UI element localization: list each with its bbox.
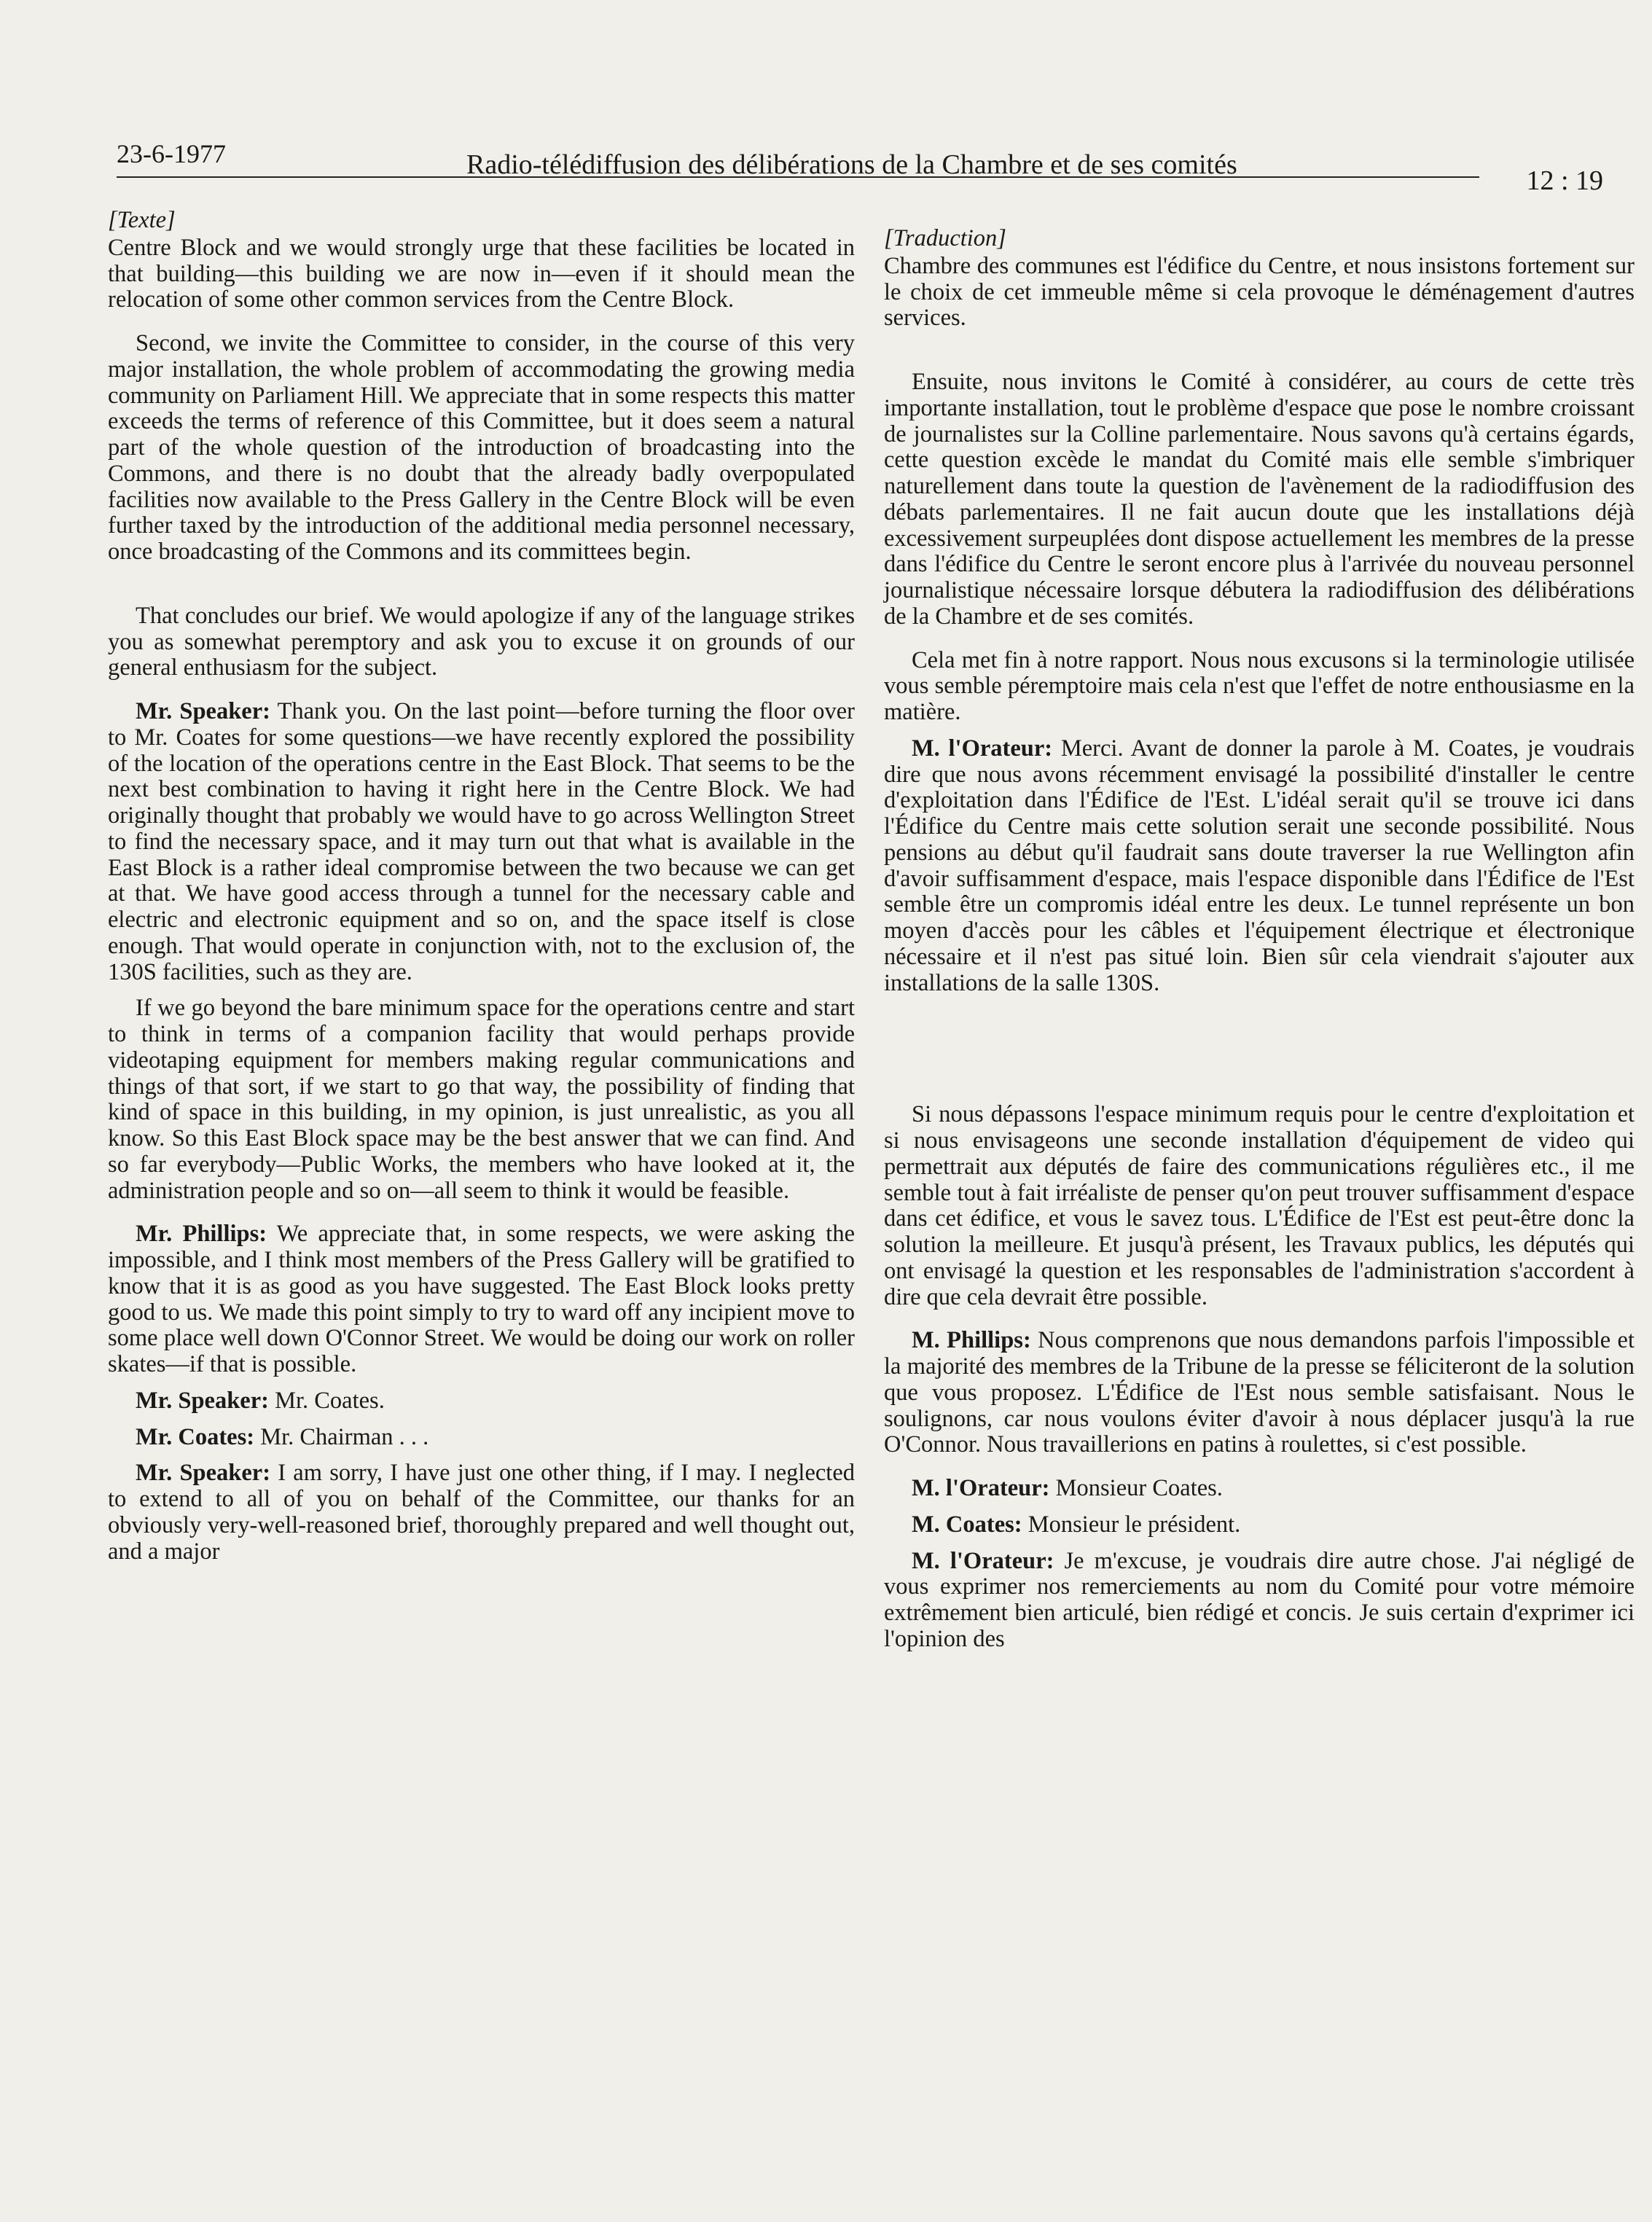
paragraph-text: Second, we invite the Committee to consider, in the course of this very major installation, the whole problem of accommodating the growing media community on Parliament Hill. We appreciate that in some respects this matter exceeds the terms of reference of this Committee, but it does seem a natural part of the whole question of the introduction of broadcasting into the Commons, and there is no doubt that the already badly overpopulated facilities now available to the Press Gallery in the Centre Block will be even further taxed by the introduction of the additional media personnel necessary, once broadcasting of the Commons and its committees begin. — [108, 330, 855, 565]
english-column — [108, 208, 855, 1582]
paragraph — [884, 648, 1635, 726]
paragraph-text: Nous comprenons que nous demandons parfois l'impossible et la majorité des membres de la Tribune de la presse se féliciteront de la solution que vous proposez. L'Édifice de l'Est nous semble satisfaisant. Nous le soulignons, car nous voulons éviter d'avoir à nous déplacer jusqu'à la rue O'Connor. Nous travaillerions en patins à roulettes, si c'est possible. — [884, 1327, 1635, 1458]
speaker-name: Mr. Coates: — [136, 1423, 255, 1450]
paragraph — [884, 1549, 1635, 1653]
paragraph — [108, 1221, 855, 1378]
speaker-name: M. l'Orateur: — [912, 1475, 1050, 1501]
french-column — [884, 226, 1635, 1670]
paragraph-text: If we go beyond the bare minimum space for the operations centre and start to think in terms of a companion facility that would perhaps provide videotaping equipment for members making regular communications and things of that sort, if we start to go that way, the possibility of finding that kind of space in this building, in my opinion, is just unrealistic, as you all know. So this East Block space may be the best answer that we can find. And so far everybody—Public Works, the members who have looked at it, the administration people and so on—all seem to think it would be feasible. — [108, 995, 855, 1204]
speaker-name: M. l'Orateur: — [912, 735, 1053, 762]
paragraph-text: Thank you. On the last point—before turning the floor over to Mr. Coates for some questions—we have recently explored the possibility of the location of the operations centre in the East Block. That seems to be the next best combination to having it right here in the Centre Block. We had originally thought that probably we would have to go across Wellington Street to find the necessary space, and it may turn out that what is available in the East Block is a rather ideal compromise between the two because we can get at that. We have good access through a tunnel for the necessary cable and electric and electronic equipment and so on, and the space itself is close enough. That would operate in conjunction with, not to the exclusion of, the 130S facilities, such as they are. — [108, 698, 855, 985]
paragraph-text: I am sorry, I have just one other thing, if I may. I neglected to extend to all of you on behalf of the Committee, our thanks for an obviously very-well-reasoned brief, thoroughly prepared and well thought out, and a major — [108, 1460, 856, 1565]
paragraph — [108, 603, 855, 681]
paragraph-text: Mr. Coates. — [275, 1387, 385, 1414]
paragraph-text: Je m'excuse, je voudrais dire autre chose. J'ai négligé de vous exprimer nos remerciements au nom du Comité pour votre mémoire extrêmement bien articulé, bien rédigé et concis. Je suis certain d'exprimer ici l'opinion des — [884, 1547, 1635, 1652]
header-rule — [117, 176, 1479, 178]
paragraph — [108, 995, 855, 1204]
paragraph-text: Si nous dépassons l'espace minimum requis pour le centre d'exploitation et si nous envisageons une seconde installation d'équipement de video qui permettrait aux députés de faire des communications régulières etc., il me semble tout à fait irréaliste de penser qu'on peut trouver suffisamment d'espace dans cet édifice, et vous le savez tous. L'Édifice de l'Est est peut-être donc la solution la meilleure. Et jusqu'à présent, les Travaux publics, les députés qui ont envisagé la question et les responsables de l'administration s'accordent à dire que cela devrait être possible. — [884, 1101, 1635, 1310]
speaker-name: Mr. Speaker: — [136, 698, 270, 724]
speaker-name: Mr. Phillips: — [136, 1221, 267, 1248]
speaker-name: Mr. Speaker: — [136, 1460, 271, 1487]
paragraph — [884, 1102, 1635, 1310]
paragraph-text: That concludes our brief. We would apologize if any of the language strikes you as somewhat peremptory and ask you to excuse it on grounds of our general enthusiasm for the subject. — [108, 602, 855, 681]
header-title: Radio-télédiffusion des délibérations de la Chambre et de ses comités — [466, 149, 1237, 180]
paragraph — [884, 1512, 1635, 1538]
paragraph — [884, 254, 1635, 332]
paragraph — [108, 1460, 855, 1565]
paragraph — [108, 1388, 855, 1415]
speaker-name: M. Phillips: — [912, 1327, 1031, 1354]
page-header — [117, 138, 1603, 197]
paragraph-text: Chambre des communes est l'édifice du Centre, et nous insistons fortement sur le choix de cet immeuble même si cela provoque le déménagement d'autres services. — [884, 252, 1635, 332]
column-label: [Texte] — [108, 207, 176, 233]
paragraph — [884, 1328, 1635, 1458]
header-page-number: 12 : 19 — [1526, 165, 1603, 196]
paragraph-text: Merci. Avant de donner la parole à M. Coates, je voudrais dire que nous avons récemment envisagé la possibilité d'installer le centre d'exploitation dans l'Édifice de l'Est. L'idéal serait qu'il se trouve ici dans l'Édifice du Centre mais cette solution serait une seconde possibilité. Nous pensions au début qu'il faudrait sans doute traverser la rue Wellington afin d'avoir suffisamment d'espace, mais l'espace disponible dans l'Édifice de l'Est semble être un compromis idéal entre les deux. Le tunnel représente un bon moyen d'accès pour les câbles et l'équipement électrique et électronique nécessaire et il n'est pas situé loin. Bien sûr cela viendrait s'ajouter aux installations de la salle 130S. — [884, 735, 1635, 996]
paragraph-text: Centre Block and we would strongly urge that these facilities be located in that building—this building we are now in—even if it should mean the relocation of some other common services from the Centre Block. — [108, 234, 855, 313]
header-date: 23-6-1977 — [117, 139, 226, 168]
speaker-name: Mr. Speaker: — [136, 1387, 269, 1414]
paragraph-text: Ensuite, nous invitons le Comité à considérer, au cours de cette très importante installation, tout le problème d'espace que pose le nombre croissant de journalistes sur la Colline parlementaire. Nous savons qu'à certains égards, cette question excède le mandat du Comité mais elle semble s'imbriquer naturellement dans toute la question de l'avènement de la radiodiffusion des débats parlementaires. Il ne fait aucun doute que les installations déjà excessivement surpeuplées dont dispose actuellement les membres de la presse dans l'édifice du Centre le seront encore plus à l'arrivée du nouveau personnel journalistique nécessaire lorsque débutera la radiodiffusion des délibérations de la Chambre et de ses comités. — [884, 369, 1635, 630]
paragraph-text: Monsieur le président. — [1027, 1511, 1241, 1538]
paragraph-text: Monsieur Coates. — [1055, 1475, 1223, 1501]
speaker-name: M. l'Orateur: — [912, 1547, 1054, 1574]
paragraph-text: We appreciate that, in some respects, we were asking the impossible, and I think most members of the Press Gallery will be gratified to know that it is as good as you have suggested. The East Block looks pretty good to us. We made this point simply to try to ward off any incipient move to some place well down O'Connor Street. We would be doing our work on roller skates—if that is possible. — [108, 1221, 855, 1377]
paragraph — [108, 1425, 855, 1451]
speaker-name: M. Coates: — [912, 1511, 1022, 1538]
paragraph — [884, 736, 1635, 997]
paragraph — [884, 369, 1635, 630]
paragraph-text: Cela met fin à notre rapport. Nous nous excusons si la terminologie utilisée vous semble péremptoire mais cela n'est que l'effet de notre enthousiasme en la matière. — [884, 646, 1635, 725]
paragraph-text: Mr. Chairman . . . — [260, 1423, 429, 1450]
paragraph — [108, 235, 855, 313]
column-label: [Traduction] — [884, 225, 1006, 251]
paragraph — [884, 1476, 1635, 1502]
paragraph — [108, 699, 855, 985]
paragraph — [108, 331, 855, 566]
